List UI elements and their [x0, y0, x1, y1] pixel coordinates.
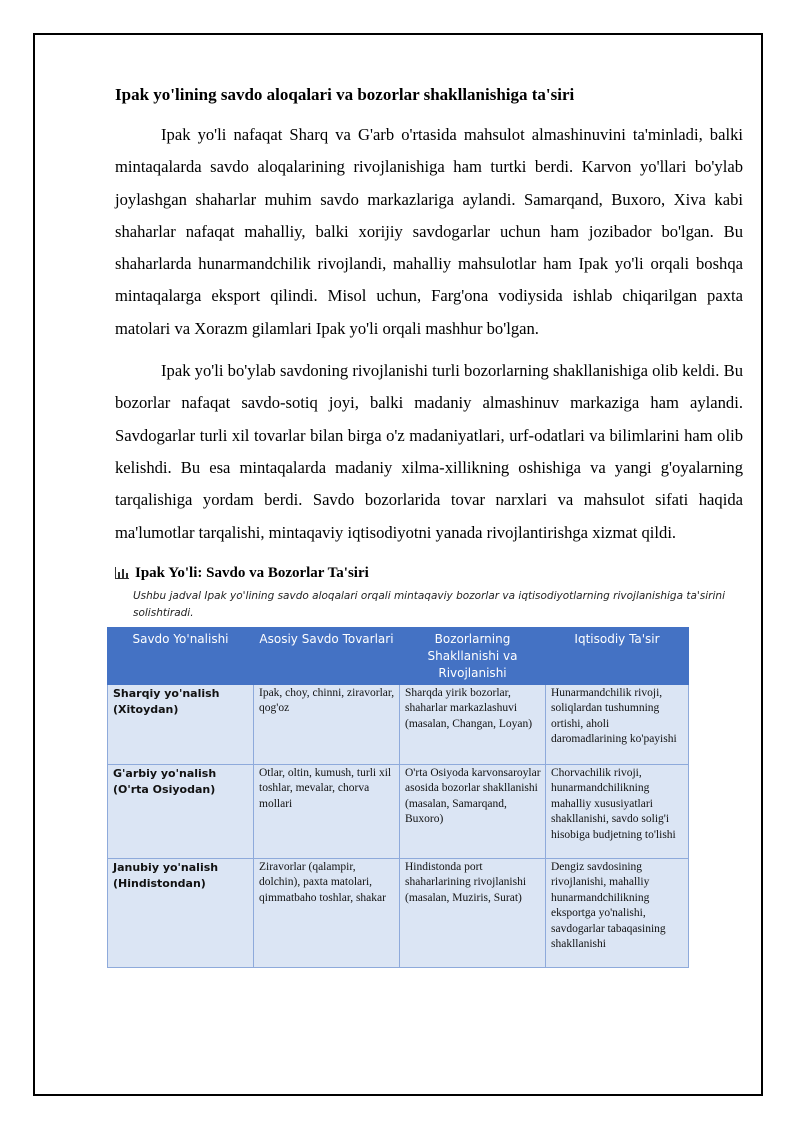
table-row: [108, 764, 689, 858]
table-cell: G'arbiy yo'nalish (O'rta Osiyodan): [108, 764, 254, 858]
table-cell: Ziravorlar (qalampir, dolchin), paxta matolari, qimmatbaho toshlar, shakar: [254, 858, 400, 967]
table-caption: Ushbu jadval Ipak yo'lining savdo aloqalari orqali mintaqaviy bozorlar va iqtisodiyotlarning rivojlanishiga ta'sirini solishtiradi.: [133, 589, 725, 619]
table-row: [108, 858, 689, 967]
bar-chart-icon: [115, 567, 129, 579]
column-header: Bozorlarning Shakllanishi va Rivojlanishi: [400, 627, 546, 684]
table-header-row: [108, 627, 689, 684]
paragraph-2: Ipak yo'li bo'ylab savdoning rivojlanishi turli bozorlarning shakllanishiga olib keldi. Bu bozorlar nafaqat savdo-sotiq joyi, balki madaniy almashinuv markaziga ham aylandi. Savdogarlar turli xil tovarlar bilan birga o'z madaniyatlari, urf-odatlari va bilimlarini ham olib kelishdi. Bu esa mintaqalarda madaniy xilma-xillikning oshishiga va yangi g'oyalarning tarqalishiga yordam berdi. Savdo bozorlarida tovar narxlari va mahsulot sifati haqida ma'lumotlar tarqalishi, mintaqaviy iqtisodiyotni yanada rivojlantirishga xizmat qildi.: [115, 361, 743, 542]
table-cell: Sharqda yirik bozorlar, shaharlar markazlashuvi (masalan, Changan, Loyan): [400, 684, 546, 764]
table-cell: Sharqiy yo'nalish (Xitoydan): [108, 684, 254, 764]
table-cell: Janubiy yo'nalish (Hindistondan): [108, 858, 254, 967]
table-cell: O'rta Osiyoda karvonsaroylar asosida bozorlar shakllanishi (masalan, Samarqand, Buxoro): [400, 764, 546, 858]
table-cell: Chorvachilik rivoji, hunarmandchilikning mahalliy xususiyatlari shakllanishi, savdo solig'i hisobiga budjetning to'lishi: [546, 764, 689, 858]
column-header: Iqtisodiy Ta'sir: [546, 627, 689, 684]
paragraph-1: Ipak yo'li nafaqat Sharq va G'arb o'rtasida mahsulot almashinuvini ta'minladi, balki mintaqalarda savdo aloqalarining rivojlanishiga ham turtki berdi. Karvon yo'llari bo'ylab joylashgan shaharlar muhim savdo markazlariga aylandi. Samarqand, Buxoro, Xiva kabi shaharlar nafaqat mahalliy, balki xorijiy savdogarlar uchun ham jozibador bo'lgan. Bu shaharlarda hunarmandchilik rivojlandi, mahalliy mahsulotlar ham Ipak yo'li orqali boshqa mintaqalarga eksport qilindi. Misol uchun, Farg'ona vodiysida ishlab chiqarilgan paxta matolari va Xorazm gilamlari Ipak yo'li orqali mashhur bo'lgan.: [115, 125, 743, 338]
comparison-table: [107, 627, 689, 968]
section-heading: Ipak yo'lining savdo aloqalari va bozorlar shakllanishiga ta'siri: [115, 85, 575, 104]
table-cell: Dengiz savdosining rivojlanishi, mahalliy hunarmandchilikning eksportga yo'nalishi, savdogarlar tabaqasining shakllanishi: [546, 858, 689, 967]
table-row: [108, 684, 689, 764]
column-header: Asosiy Savdo Tovarlari: [254, 627, 400, 684]
column-header: Savdo Yo'nalishi: [108, 627, 254, 684]
document-body: [115, 85, 743, 968]
table-cell: Otlar, oltin, kumush, turli xil toshlar, mevalar, chorva mollari: [254, 764, 400, 858]
table-cell: Hindistonda port shaharlarining rivojlanishi (masalan, Muziris, Surat): [400, 858, 546, 967]
table-cell: Ipak, choy, chinni, ziravorlar, qog'oz: [254, 684, 400, 764]
table-title-text: Ipak Yo'li: Savdo va Bozorlar Ta'siri: [135, 564, 369, 581]
table-title: [115, 565, 743, 582]
table-cell: Hunarmandchilik rivoji, soliqlardan tushumning ortishi, aholi daromadlarining ko'payishi: [546, 684, 689, 764]
